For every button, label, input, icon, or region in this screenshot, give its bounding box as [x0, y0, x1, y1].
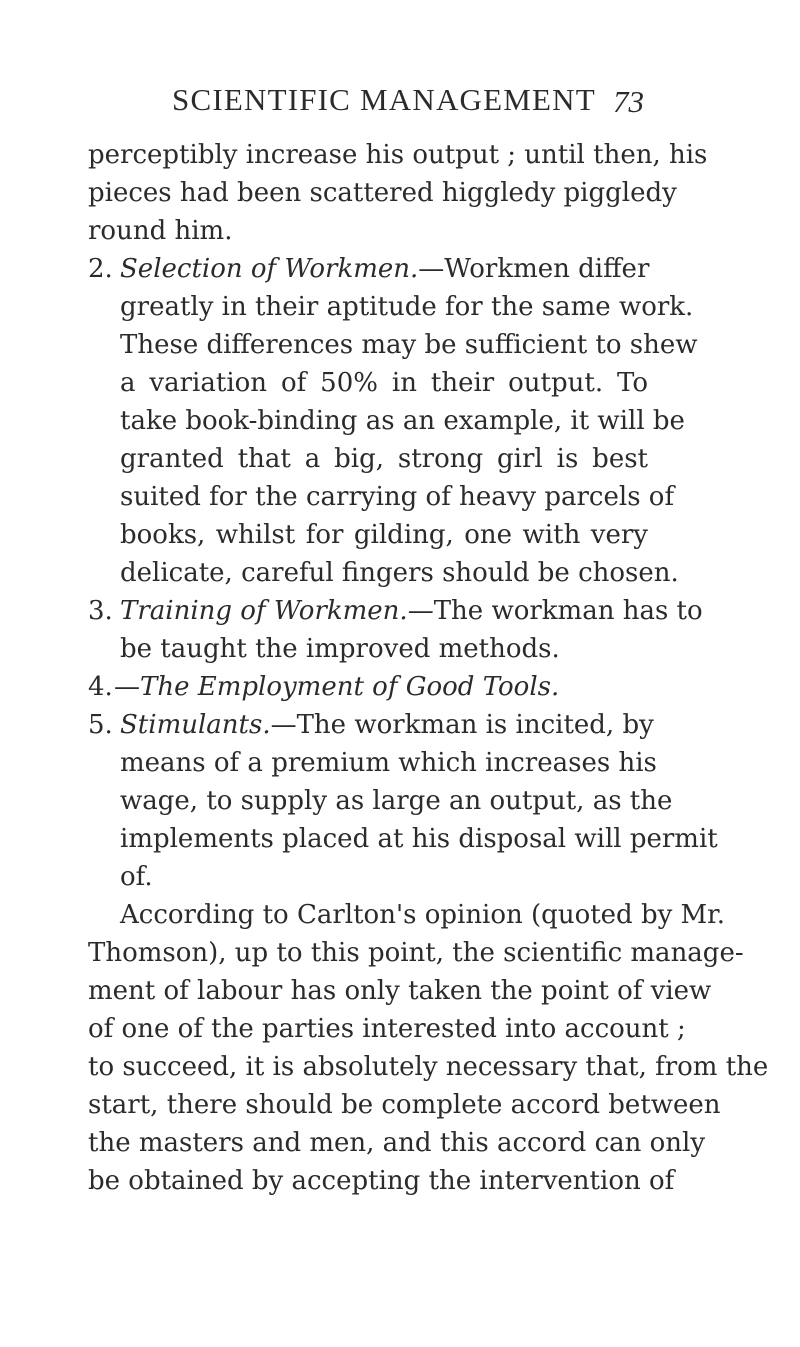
text-line: take book-binding as an example, it will be — [120, 406, 685, 436]
text-line: wage, to supply as large an output, as the — [120, 786, 673, 816]
text-line: greatly in their aptitude for the same work. — [120, 292, 694, 322]
list-item-4-line — [88, 668, 648, 706]
list-item-number: 3. — [88, 596, 113, 626]
list-item-number: 2. — [88, 254, 113, 284]
text-line: of one of the parties interested into account ; — [88, 1014, 686, 1044]
text-line: of. — [120, 862, 153, 892]
text-line: suited for the carrying of heavy parcels of — [120, 482, 675, 512]
text-line: These differences may be sufficient to shew — [120, 330, 698, 360]
text-line: pieces had been scattered higgledy piggledy — [88, 178, 677, 208]
list-item-heading: Training of Workmen.—The workman has to — [120, 596, 703, 626]
text-line: books, whilst for gilding, one with very — [120, 520, 648, 550]
list-item-5-first-line — [88, 706, 654, 744]
text-line: implements placed at his disposal will permit — [120, 824, 718, 854]
list-item-heading: Stimulants.—The workman is incited, by — [120, 710, 654, 740]
text-line: means of a premium which increases his — [120, 748, 657, 778]
text-line: be taught the improved methods. — [120, 634, 560, 664]
text-line: the masters and men, and this accord can only — [88, 1128, 706, 1158]
text-line: start, there should be complete accord between — [88, 1090, 721, 1120]
list-item-dash: — — [114, 672, 140, 702]
list-item-3-first-line — [88, 592, 703, 630]
text-line: ment of labour has only taken the point of view — [88, 976, 712, 1006]
text-line: round him. — [88, 216, 233, 246]
list-item-heading: The Employment of Good Tools. — [140, 672, 560, 702]
text-line: Thomson), up to this point, the scientific manage- — [88, 938, 744, 968]
text-line: a variation of 50% in their output. To — [120, 368, 648, 398]
text-line: granted that a big, strong girl is best — [120, 444, 648, 474]
page-number: 73 — [613, 84, 644, 119]
text-line: According to Carlton's opinion (quoted by Mr. — [120, 900, 726, 930]
list-item-number: 4. — [88, 672, 113, 702]
running-title: SCIENTIFIC MANAGEMENT — [172, 82, 596, 117]
text-line: perceptibly increase his output ; until then, his — [88, 140, 708, 170]
text-line: to succeed, it is absolutely necessary that, from the — [88, 1052, 769, 1082]
running-head — [0, 80, 800, 120]
list-item-heading: Selection of Workmen.—Workmen differ — [120, 254, 650, 284]
text-line: delicate, careful fingers should be chosen. — [120, 558, 679, 588]
list-item-number: 5. — [88, 710, 113, 740]
list-item-2-first-line — [88, 250, 650, 288]
text-line: be obtained by accepting the intervention of — [88, 1166, 675, 1196]
